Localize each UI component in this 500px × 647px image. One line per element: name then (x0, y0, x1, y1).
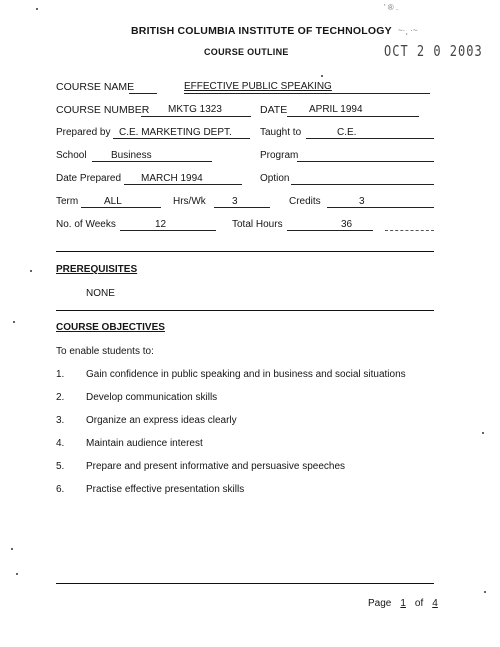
term-value: ALL (104, 196, 122, 207)
school-value: Business (111, 150, 152, 161)
option-line (291, 184, 434, 185)
scan-speck (36, 8, 38, 10)
scan-speck (484, 591, 486, 593)
prepared-by-line (113, 138, 250, 139)
objective-text: Organize an express ideas clearly (86, 415, 237, 426)
credits-label: Credits (289, 196, 321, 207)
objective-text: Maintain audience interest (86, 438, 203, 449)
prerequisites-heading: PREREQUISITES (56, 264, 138, 275)
objectives-heading: COURSE OBJECTIVES (56, 322, 165, 333)
program-line (297, 161, 434, 162)
option-label: Option (260, 173, 290, 184)
page-indicator (368, 598, 444, 609)
date-label: DATE (260, 104, 288, 116)
scan-speck (13, 321, 15, 323)
course-number-label: COURSE NUMBER (56, 104, 150, 116)
section-divider-2 (56, 310, 434, 311)
received-date-stamp: OCT 2 0 2003 (384, 42, 483, 60)
course-name-line (184, 93, 430, 94)
course-name-label: COURSE NAME (56, 81, 135, 93)
weeks-label: No. of Weeks (56, 219, 116, 230)
credits-value: 3 (359, 196, 365, 207)
date-prepared-line (124, 184, 242, 185)
institution-name: BRITISH COLUMBIA INSTITUTE OF TECHNOLOGY (131, 25, 392, 37)
total-hours-label: Total Hours (232, 219, 283, 230)
course-name-value: EFFECTIVE PUBLIC SPEAKING (184, 81, 332, 92)
school-line (92, 161, 212, 162)
total-hours-line (287, 230, 373, 231)
scan-speck (11, 548, 13, 550)
hrs-wk-label: Hrs/Wk (173, 196, 206, 207)
objective-number: 4. (56, 438, 65, 449)
date-value: APRIL 1994 (309, 104, 363, 115)
objective-number: 5. (56, 461, 65, 472)
page-total: 4 (432, 598, 438, 609)
page-current: 1 (400, 598, 406, 609)
scan-speck (321, 75, 323, 77)
weeks-line (120, 230, 216, 231)
footer-divider (56, 583, 434, 584)
page-of-label: of (414, 598, 424, 609)
school-label: School (56, 150, 87, 161)
course-name-line-a (129, 93, 157, 94)
scan-speck (16, 573, 18, 575)
prepared-by-label: Prepared by (56, 127, 111, 138)
stamp-scribble: ~·¸ ·~ (398, 26, 418, 35)
total-hours-value: 36 (341, 219, 353, 230)
hrs-wk-line (214, 207, 270, 208)
page-label: Page (368, 598, 392, 609)
course-number-value: MKTG 1323 (168, 104, 222, 115)
taught-to-line (306, 138, 434, 139)
objective-text: Prepare and present informative and persuasive speeches (86, 461, 346, 472)
hrs-wk-value: 3 (232, 196, 238, 207)
date-prepared-label: Date Prepared (56, 173, 122, 184)
objective-text: Develop communication skills (86, 392, 218, 403)
objective-number: 1. (56, 369, 65, 380)
term-label: Term (56, 196, 79, 207)
credits-line (327, 207, 434, 208)
total-hours-tail (385, 230, 434, 231)
weeks-value: 12 (155, 219, 167, 230)
date-prepared-value: MARCH 1994 (141, 173, 203, 184)
scan-speck (30, 270, 32, 272)
program-label: Program (260, 150, 299, 161)
objective-text: Gain confidence in public speaking and in business and social situations (86, 369, 406, 380)
taught-to-value: C.E. (337, 127, 357, 138)
date-line (287, 116, 419, 117)
objective-text: Practise effective presentation skills (86, 484, 245, 495)
objective-number: 6. (56, 484, 65, 495)
course-number-line (141, 116, 251, 117)
document-type: COURSE OUTLINE (204, 47, 289, 57)
prepared-by-value: C.E. MARKETING DEPT. (119, 127, 232, 138)
section-divider-1 (56, 251, 434, 252)
corner-marks: ' ® . (384, 3, 399, 12)
objective-number: 3. (56, 415, 65, 426)
scan-speck (482, 432, 484, 434)
objective-number: 2. (56, 392, 65, 403)
prerequisites-value: NONE (86, 288, 115, 299)
objectives-intro: To enable students to: (56, 346, 154, 357)
taught-to-label: Taught to (260, 127, 302, 138)
term-line (81, 207, 161, 208)
